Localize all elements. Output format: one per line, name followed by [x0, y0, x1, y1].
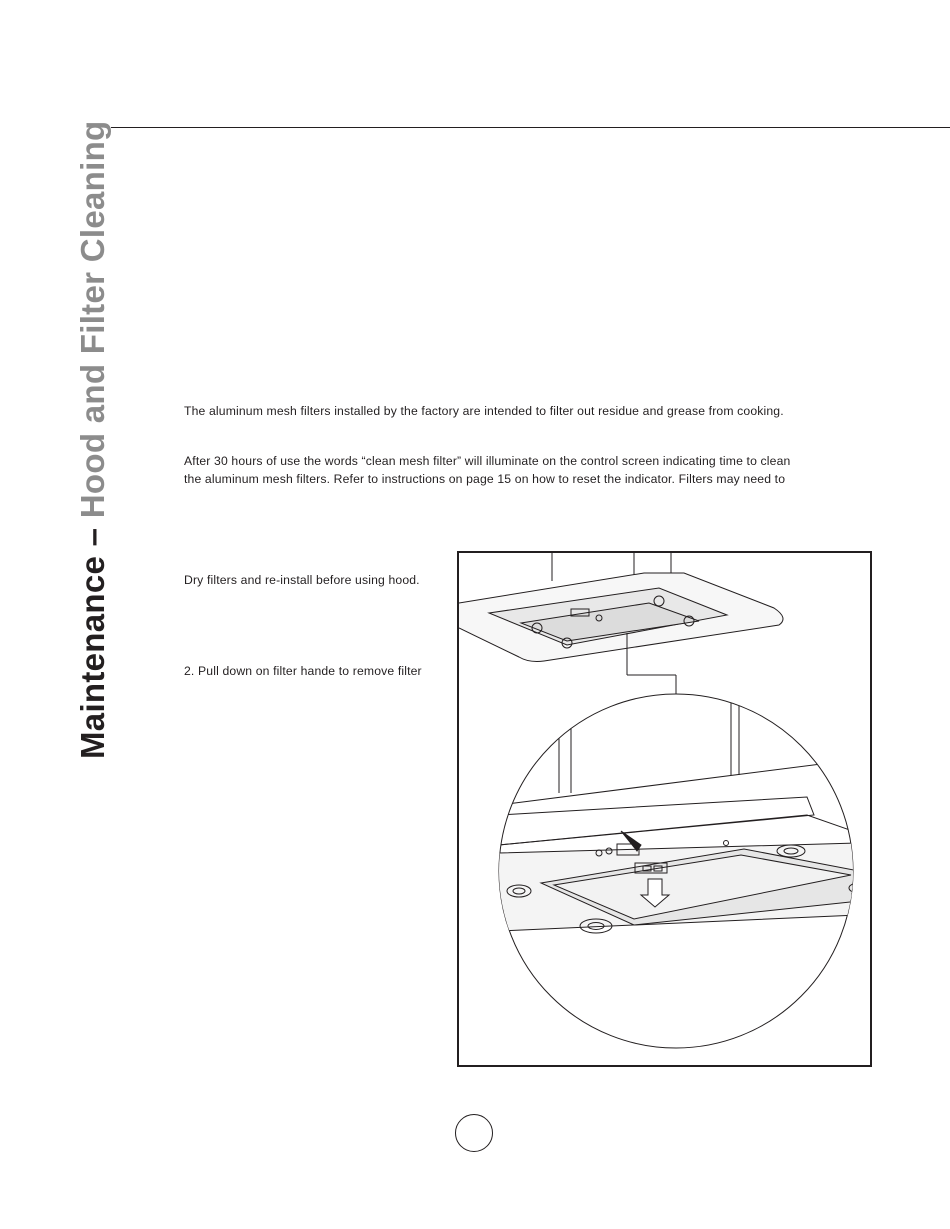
page-number-circle — [455, 1114, 493, 1152]
dry-filters-text: Dry filters and re-install before using hood. — [184, 573, 420, 587]
section-title-main: Maintenance – — [74, 518, 111, 759]
step-2-text: 2. Pull down on filter hande to remove filter — [184, 664, 422, 678]
header-rule — [111, 127, 950, 128]
section-title-sub: Hood and Filter Cleaning — [74, 120, 111, 519]
hood-overview-drawing — [459, 553, 783, 694]
hours-line-2: the aluminum mesh filters. Refer to instructions on page 15 on how to reset the indicator. Filters may need to — [184, 472, 786, 486]
hours-paragraph — [184, 452, 790, 488]
section-title — [76, 121, 109, 760]
intro-paragraph: The aluminum mesh filters installed by the factory are intended to filter out residue and grease from cooking. — [184, 404, 784, 418]
hours-line-1: After 30 hours of use the words “clean mesh filter” will illuminate on the control screen indicating time to clean — [184, 454, 791, 468]
filter-removal-illustration — [457, 551, 872, 1067]
